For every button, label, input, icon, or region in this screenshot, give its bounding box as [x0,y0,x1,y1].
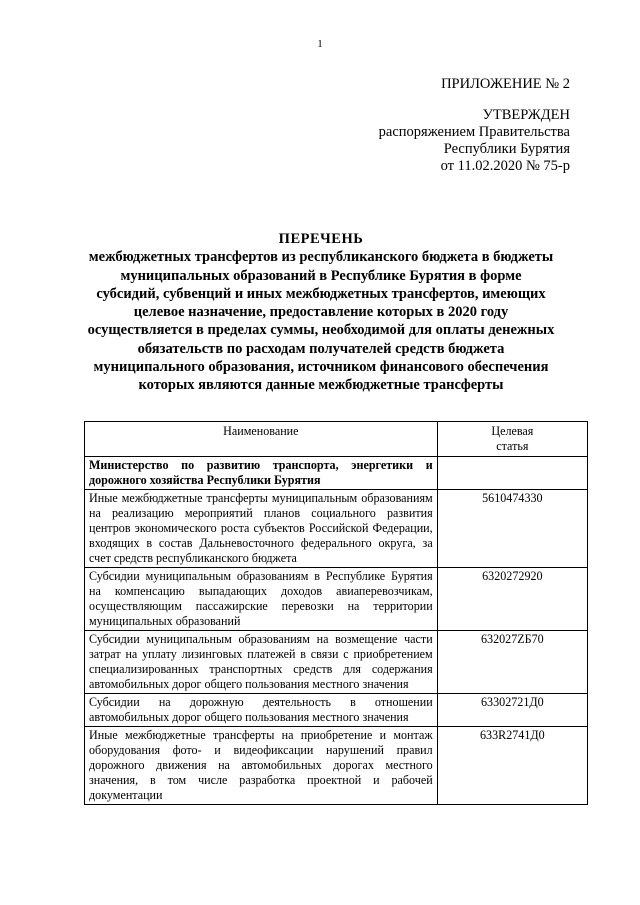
table-row [85,490,588,568]
header-name: Наименование [85,422,438,457]
table-row [85,694,588,727]
header-code [437,422,587,457]
row-code: 63302721Д0 [437,694,587,727]
transfers-table [84,421,588,805]
approval-line-2: Республики Бурятия [443,141,570,157]
ministry-name: Министерство по развитию транспорта, энергетики и дорожного хозяйства Республики Бурятия [85,457,438,490]
table-row [85,568,588,631]
approved-label: УТВЕРЖДЕН [482,107,570,123]
table-row [85,631,588,694]
ministry-row [85,457,588,490]
approval-line-3: от 11.02.2020 № 75-р [440,158,570,174]
approval-block [379,76,570,175]
row-code: 633R2741Д0 [437,727,587,805]
approval-line-1: распоряжением Правительства [378,124,570,140]
title-line: осуществляется в пределах суммы, необходимой для оплаты денежных [87,322,555,339]
title-line: целевое назначение, предоставление которых в 2020 году [133,304,509,321]
row-code: 632027ZБ70 [437,631,587,694]
title-line: обязательств по расходам получателей средств бюджета [137,340,505,357]
page-number: 1 [317,38,323,50]
table-row [85,727,588,805]
row-code: 6320272920 [437,568,587,631]
header-code-line-1: Целевая [491,424,534,438]
row-name: Субсидии муниципальным образованиям в Республике Бурятия на компенсацию выпадающих доходов авиаперевозчикам, осуществляющим пассажирские перевозки на территории муниципальных образований [85,568,438,631]
document-title [78,230,564,395]
title-line: муниципальных образований в Республике Бурятия в форме [120,267,522,284]
row-name: Субсидии муниципальным образованиям на возмещение части затрат на уплату лизинговых платежей в связи с приобретением специализированных транспортных средств для содержания автомобильных дорог общего пользования местного значения [85,631,438,694]
row-name: Субсидии на дорожную деятельность в отношении автомобильных дорог общего пользования местного значения [85,694,438,727]
title-line: субсидий, субвенций и иных межбюджетных трансфертов, имеющих [96,285,546,302]
table-header-row [85,422,588,457]
title-line: которых являются данные межбюджетные трансферты [138,377,504,394]
row-code: 5610474330 [437,490,587,568]
title-line: муниципального образования, источником финансового обеспечения [93,359,549,376]
row-name: Иные межбюджетные трансферты на приобретение и монтаж оборудования фото- и видеофиксации нарушений правил дорожного движения на автомобильных дорогах местного значения, в том числе разработка проектной и рабочей документации [85,727,438,805]
ministry-code-cell [437,457,587,490]
title-line: межбюджетных трансфертов из республиканского бюджета в бюджеты [88,249,554,266]
header-code-line-2: статья [496,439,529,453]
appendix-label: ПРИЛОЖЕНИЕ № 2 [441,76,570,92]
title-heading: ПЕРЕЧЕНЬ [278,231,364,247]
row-name: Иные межбюджетные трансферты муниципальным образованиям на реализацию мероприятий планов социального развития центров экономического роста субъектов Российской Федерации, входящих в состав Дальневосточного федерального округа, за счет средств республиканского бюджета [85,490,438,568]
